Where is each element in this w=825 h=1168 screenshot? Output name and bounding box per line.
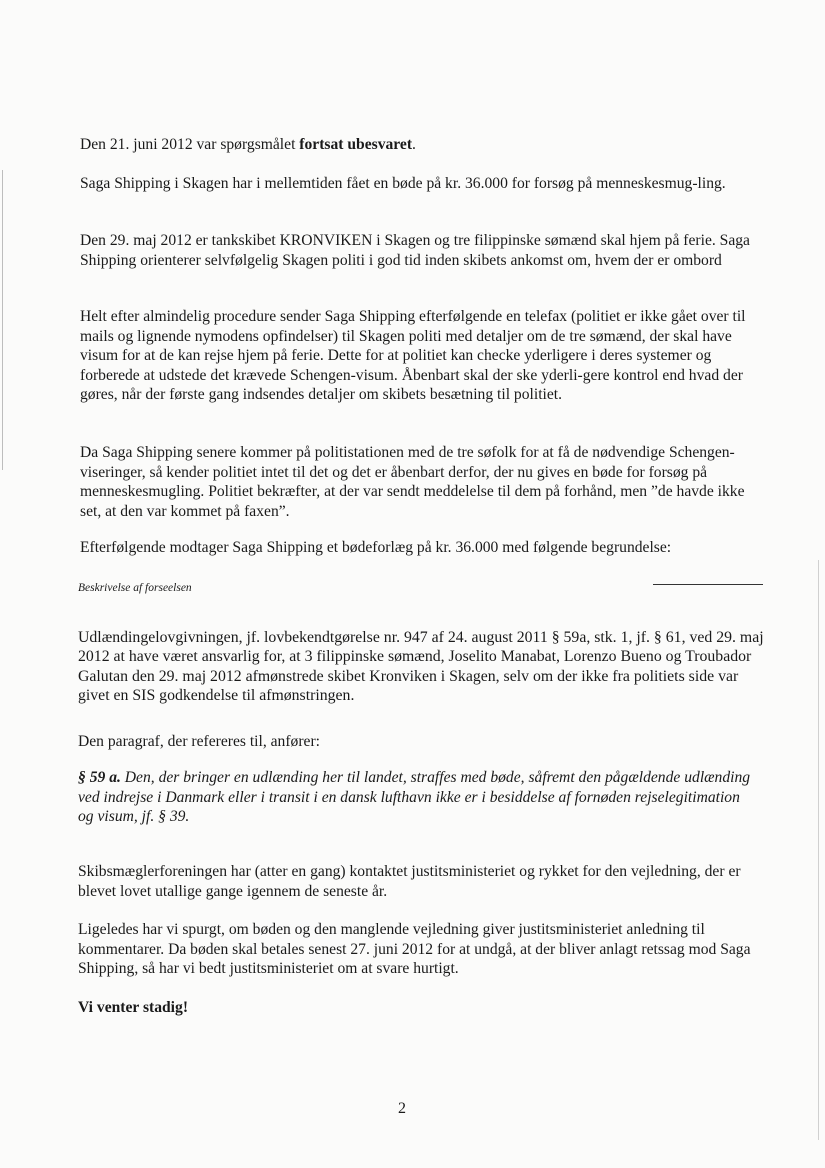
scan-edge-line (2, 170, 3, 470)
law-section-text: Den, der bringer en udlænding her til landet, straffes med bøde, såfremt den pågældende udlænding ved indrejse i Danmark eller i transit i en dansk lufthavn ikke er i besiddelse af fornøden rejselegitimation og visum, jf. § 39. (78, 769, 751, 826)
paragraph-offence-description: Udlændingelovgivningen, jf. lovbekendtgørelse nr. 947 af 24. august 2011 § 59a, stk. 1, jf. § 61, ved 29. maj 2012 at have været ansvarlig for, at 3 filippinske sømænd, Joselito Manabat, Lorenzo Bueno og Troubador Galutan den 29. maj 2012 afmønstrede skibet Kronviken i Skagen, selv om der ikke fra politiets side var givet en SIS godkendelse til afmønstringen. (78, 629, 764, 705)
paragraph-association-contact: Skibsmæglerforeningen har (atter en gang) kontaktet justitsministeriet og rykket for den vejledning, der er blevet lovet utallige gange igennem de seneste år. (78, 863, 741, 900)
paragraph-status (80, 135, 760, 155)
divider-rule (653, 584, 763, 585)
paragraph-procedure: Helt efter almindelig procedure sender Saga Shipping efterfølgende en telefax (politiet er ikke gået over til mails og lignende nymodens opfindelser) til Skagen politi med detaljer om de tre sømænd, der skal have visum for at de kan rejse hjem på ferie. Dette for at politiet kan checke yderligere i deres systemer og forberede at udstede det krævede Schengen-visum. Åbenbart skal der ske yderli-gere kontrol end hvad der gøres, når der første gang indsendes detaljer om skibets besætning til politiet. (80, 308, 746, 404)
p1-text-before: Den 21. juni 2012 var spørgsmålet (80, 136, 300, 153)
paragraph-fine: Saga Shipping i Skagen har i mellemtiden fået en bøde på kr. 36.000 for forsøg på menneskesmug-ling. (80, 175, 726, 192)
paragraph-penalty-notice: Efterfølgende modtager Saga Shipping et bødeforlæg på kr. 36.000 med følgende begrundelse: (80, 539, 672, 556)
paragraph-referenced-section: Den paragraf, der refereres til, anfører: (78, 733, 320, 750)
p1-bold-text: fortsat ubesvaret (299, 136, 413, 153)
paragraph-law-quote (78, 768, 758, 827)
paragraph-police-station: Da Saga Shipping senere kommer på politistationen med de tre søfolk for at få de nødvendige Schengen-viseringer, så kender politiet intet til det og det er åbenbart derfor, der nu gives en bøde for forsøg på menneskesmugling. Politiet bekræfter, at der var sendt meddelelse til dem på forhånd, men ”de havde ikke set, at den var kommet på faxen”. (80, 444, 745, 520)
paragraph-closing: Vi venter stadig! (78, 999, 189, 1016)
paragraph-kronviken: Den 29. maj 2012 er tankskibet KRONVIKEN i Skagen og tre filippinske sømænd skal hjem på ferie. Saga Shipping orienterer selvfølgelig Skagen politi i god tid inden skibets ankomst om, hvem der er ombord (80, 232, 750, 269)
p1-text-after: . (412, 136, 416, 153)
page-number: 2 (398, 1100, 406, 1117)
section-subheading: Beskrivelse af forseelsen (78, 582, 192, 594)
paragraph-ministry-question: Ligeledes har vi spurgt, om bøden og den manglende vejledning giver justitsministeriet anledning til kommentarer. Da bøden skal betales senest 27. juni 2012 for at undgå, at der bliver anlagt retssag mod Saga Shipping, så har vi bedt justitsministeriet om at svare hurtigt. (78, 921, 751, 978)
scan-edge-line-right (818, 560, 819, 1140)
law-section-label: § 59 a. (78, 769, 121, 786)
